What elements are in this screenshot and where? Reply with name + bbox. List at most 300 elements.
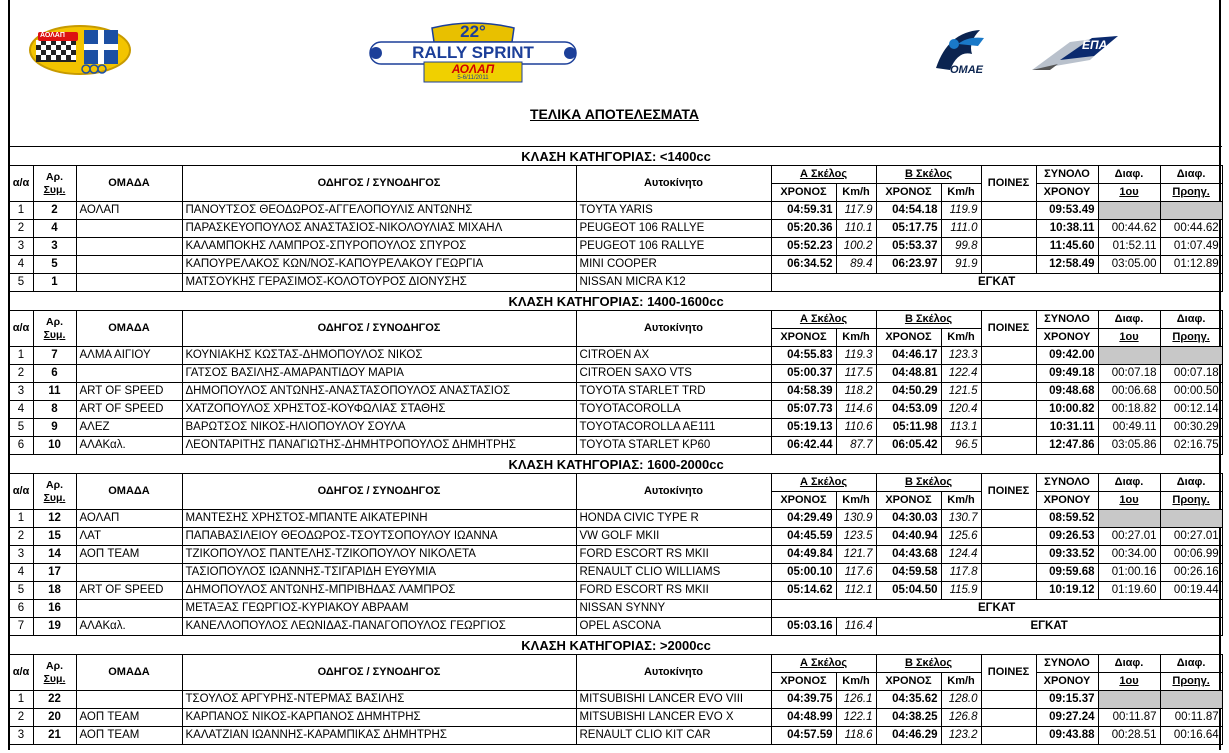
leg-a-time: 06:34.52 <box>771 256 836 274</box>
car-number: 9 <box>33 419 76 437</box>
aolap-logo <box>28 22 132 76</box>
leg-b-time: 06:23.97 <box>876 256 941 274</box>
diff-first: 03:05.86 <box>1098 437 1160 455</box>
col-number <box>33 311 76 347</box>
class-label: ΚΛΑΣΗ ΚΑΤΗΓΟΡΙΑΣ: <box>508 293 648 309</box>
car-number: 15 <box>33 528 76 546</box>
table-row <box>9 709 1222 727</box>
col-driver: ΟΔΗΓΟΣ / ΣΥΝΟΔΗΓΟΣ <box>182 311 576 347</box>
class-heading <box>9 455 1222 474</box>
leg-b-speed: 111.0 <box>941 220 981 238</box>
leg-b-time: 05:04.50 <box>876 582 941 600</box>
table-row <box>9 618 1222 636</box>
diff-previous <box>1160 347 1222 365</box>
rally-date: 5-6/11/2011 <box>457 75 489 81</box>
diff-first <box>1098 510 1160 528</box>
leg-b-speed: 122.4 <box>941 365 981 383</box>
col-total-line2: ΧΡΟΝΟΥ <box>1036 673 1098 691</box>
leg-a-time: 04:39.75 <box>771 691 836 709</box>
col-number <box>33 655 76 691</box>
diff-previous: 00:27.01 <box>1160 528 1222 546</box>
col-car: Αυτοκίνητο <box>576 311 771 347</box>
diff-first <box>1098 691 1160 709</box>
position: 3 <box>9 383 33 401</box>
col-penalties: ΠΟΙΝΕΣ <box>981 655 1036 691</box>
diff-first: 00:18.82 <box>1098 401 1160 419</box>
total-time: 09:42.00 <box>1036 347 1098 365</box>
team: ΑΛΑΚαλ. <box>76 437 182 455</box>
leg-a-time: 04:29.49 <box>771 510 836 528</box>
table-row <box>9 727 1222 745</box>
position: 5 <box>9 582 33 600</box>
table-row <box>9 582 1222 600</box>
penalties <box>981 546 1036 564</box>
team: ΑΟΠ TEAM <box>76 709 182 727</box>
driver-codriver: ΧΑΤΖΟΠΟΥΛΟΣ ΧΡΗΣΤΟΣ-ΚΟΥΦΩΛΙΑΣ ΣΤΑΘΗΣ <box>182 401 576 419</box>
car-model: HONDA CIVIC TYPE R <box>576 510 771 528</box>
total-time: 09:49.18 <box>1036 365 1098 383</box>
table-row <box>9 419 1222 437</box>
leg-a-time: 05:19.13 <box>771 419 836 437</box>
driver-codriver: ΠΑΝΟΥΤΣΟΣ ΘΕΟΔΩΡΟΣ-ΑΓΓΕΛΟΠΟΥΛΙΣ ΑΝΤΩΝΗΣ <box>182 202 576 220</box>
leg-a-time: 05:00.37 <box>771 365 836 383</box>
car-model: TOYOTA STARLET KP60 <box>576 437 771 455</box>
car-model: PEUGEOT 106 RALLYE <box>576 238 771 256</box>
leg-a-speed: 89.4 <box>836 256 876 274</box>
leg-b-speed: 120.4 <box>941 401 981 419</box>
epa-logo <box>1030 30 1122 76</box>
col-leg-b: Β Σκέλος <box>876 311 981 329</box>
retired-status: ΕΓΚΑΤ <box>771 600 1222 618</box>
car-number: 7 <box>33 347 76 365</box>
diff-previous: 00:11.87 <box>1160 709 1222 727</box>
col-aa: α/α <box>9 655 33 691</box>
table-row <box>9 510 1222 528</box>
omae-logo <box>928 24 1000 80</box>
driver-codriver: ΜΕΤΑΞΑΣ ΓΕΩΡΓΙΟΣ-ΚΥΡΙΑΚΟΥ ΑΒΡΑΑΜ <box>182 600 576 618</box>
diff-previous: 00:19.44 <box>1160 582 1222 600</box>
leg-a-time: 04:58.39 <box>771 383 836 401</box>
position: 1 <box>9 202 33 220</box>
team: ΑΛΑΚαλ. <box>76 618 182 636</box>
class-heading <box>9 636 1222 655</box>
car-number: 8 <box>33 401 76 419</box>
leg-a-time: 05:52.23 <box>771 238 836 256</box>
col-kmh-b: Km/h <box>941 329 981 347</box>
driver-codriver: ΒΑΡΩΤΣΟΣ ΝΙΚΟΣ-ΗΛΙΟΠΟΥΛΟΥ ΣΟΥΛΑ <box>182 419 576 437</box>
diff-first: 01:19.60 <box>1098 582 1160 600</box>
table-row <box>9 202 1222 220</box>
col-time-b: ΧΡΟΝΟΣ <box>876 492 941 510</box>
total-time: 12:47.86 <box>1036 437 1098 455</box>
table-row <box>9 220 1222 238</box>
class-heading <box>9 147 1222 166</box>
diff-first: 00:27.01 <box>1098 528 1160 546</box>
leg-b-time: 04:59.58 <box>876 564 941 582</box>
car-model: PEUGEOT 106 RALLYE <box>576 220 771 238</box>
total-time: 09:27.24 <box>1036 709 1098 727</box>
car-number: 6 <box>33 365 76 383</box>
driver-codriver: ΓΑΤΣΟΣ ΒΑΣΙΛΗΣ-ΑΜΑΡΑΝΤΙΔΟΥ ΜΑΡΙΑ <box>182 365 576 383</box>
col-total-line1: ΣΥΝΟΛΟ <box>1036 311 1098 329</box>
col-time-a: ΧΡΟΝΟΣ <box>771 673 836 691</box>
col-car: Αυτοκίνητο <box>576 474 771 510</box>
car-number: 18 <box>33 582 76 600</box>
car-number: 2 <box>33 202 76 220</box>
team: ΑΟΠ TEAM <box>76 546 182 564</box>
table-row <box>9 401 1222 419</box>
col-number-line2: Συμ. <box>43 328 66 341</box>
diff-first <box>1098 347 1160 365</box>
col-number-line2: Συμ. <box>43 183 66 196</box>
leg-a-time: 05:20.36 <box>771 220 836 238</box>
leg-a-speed: 116.4 <box>836 618 876 636</box>
driver-codriver: ΛΕΟΝΤΑΡΙΤΗΣ ΠΑΝΑΓΙΩΤΗΣ-ΔΗΜΗΤΡΟΠΟΥΛΟΣ ΔΗΜΗΤΡΗΣ <box>182 437 576 455</box>
team: ΑΟΛΑΠ <box>76 510 182 528</box>
leg-b-time: 04:38.25 <box>876 709 941 727</box>
leg-a-speed: 114.6 <box>836 401 876 419</box>
leg-b-time: 04:43.68 <box>876 546 941 564</box>
table-row <box>9 546 1222 564</box>
position: 6 <box>9 437 33 455</box>
position: 3 <box>9 727 33 745</box>
col-number-line2: Συμ. <box>43 491 66 504</box>
leg-a-time: 04:55.83 <box>771 347 836 365</box>
leg-b-time: 04:46.17 <box>876 347 941 365</box>
col-team: ΟΜΑΔΑ <box>76 474 182 510</box>
leg-b-time: 05:53.37 <box>876 238 941 256</box>
driver-codriver: ΠΑΡΑΣΚΕΥΟΠΟΥΛΟΣ ΑΝΑΣΤΑΣΙΟΣ-ΝΙΚΟΛΟΥΛΙΑΣ ΜΙΧΑΗΛ <box>182 220 576 238</box>
diff-previous: 00:16.64 <box>1160 727 1222 745</box>
car-number: 16 <box>33 600 76 618</box>
car-model: OPEL ASCONA <box>576 618 771 636</box>
leg-b-time: 04:54.18 <box>876 202 941 220</box>
team <box>76 256 182 274</box>
col-diff-prev-line1: Διαφ. <box>1160 474 1222 492</box>
leg-b-time: 04:35.62 <box>876 691 941 709</box>
team: ΑΟΛΑΠ <box>76 202 182 220</box>
leg-a-time: 05:07.73 <box>771 401 836 419</box>
position: 2 <box>9 220 33 238</box>
total-time: 08:59.52 <box>1036 510 1098 528</box>
penalties <box>981 220 1036 238</box>
team <box>76 238 182 256</box>
team <box>76 564 182 582</box>
car-number: 22 <box>33 691 76 709</box>
table-row <box>9 238 1222 256</box>
col-time-a: ΧΡΟΝΟΣ <box>771 492 836 510</box>
leg-a-time: 06:42.44 <box>771 437 836 455</box>
position: 2 <box>9 709 33 727</box>
position: 7 <box>9 618 33 636</box>
team: ΑΟΠ TEAM <box>76 727 182 745</box>
rally-sprint-logo <box>362 20 584 84</box>
car-model: TOYTA YARIS <box>576 202 771 220</box>
leg-b-time: 04:50.29 <box>876 383 941 401</box>
diff-first <box>1098 202 1160 220</box>
leg-a-speed: 121.7 <box>836 546 876 564</box>
car-model: MITSUBISHI LANCER EVO X <box>576 709 771 727</box>
col-number-line1: Αρ. <box>46 170 63 183</box>
car-model: TOYOTACOROLLA AE111 <box>576 419 771 437</box>
table-row <box>9 600 1222 618</box>
leg-b-time: 04:30.03 <box>876 510 941 528</box>
class-name: 1600-2000cc <box>647 456 724 472</box>
class-label: ΚΛΑΣΗ ΚΑΤΗΓΟΡΙΑΣ: <box>508 456 648 472</box>
leg-b-speed: 113.1 <box>941 419 981 437</box>
diff-first: 00:06.68 <box>1098 383 1160 401</box>
header-row <box>9 474 1222 492</box>
rally-sprint-text: RALLY SPRINT <box>412 43 534 62</box>
class-heading-row <box>9 455 1222 474</box>
table-row <box>9 564 1222 582</box>
leg-b-time: 05:17.75 <box>876 220 941 238</box>
col-time-b: ΧΡΟΝΟΣ <box>876 673 941 691</box>
team <box>76 220 182 238</box>
class-name: <1400cc <box>659 148 711 164</box>
col-time-a: ΧΡΟΝΟΣ <box>771 184 836 202</box>
col-team: ΟΜΑΔΑ <box>76 655 182 691</box>
aolap-logo-text: ΑΟΛΑΠ <box>40 32 65 39</box>
driver-codriver: ΚΑΝΕΛΛΟΠΟΥΛΟΣ ΛΕΩΝΙΔΑΣ-ΠΑΝΑΓΟΠΟΥΛΟΣ ΓΕΩΡΓΙΟΣ <box>182 618 576 636</box>
col-driver: ΟΔΗΓΟΣ / ΣΥΝΟΔΗΓΟΣ <box>182 655 576 691</box>
col-penalties: ΠΟΙΝΕΣ <box>981 166 1036 202</box>
header-row <box>9 166 1222 184</box>
leg-b-speed: 99.8 <box>941 238 981 256</box>
class-heading-row <box>9 636 1222 655</box>
driver-codriver: ΤΑΣΙΟΠΟΥΛΟΣ ΙΩΑΝΝΗΣ-ΤΣΙΓΑΡΙΔΗ ΕΥΘΥΜΙΑ <box>182 564 576 582</box>
diff-previous: 00:30.29 <box>1160 419 1222 437</box>
col-total-line2: ΧΡΟΝΟΥ <box>1036 184 1098 202</box>
col-car: Αυτοκίνητο <box>576 166 771 202</box>
col-total-line1: ΣΥΝΟΛΟ <box>1036 655 1098 673</box>
col-penalties: ΠΟΙΝΕΣ <box>981 311 1036 347</box>
col-aa: α/α <box>9 166 33 202</box>
col-time-b: ΧΡΟΝΟΣ <box>876 329 941 347</box>
leg-b-time: 05:11.98 <box>876 419 941 437</box>
col-diff-first-line1: Διαφ. <box>1098 474 1160 492</box>
leg-b-speed: 123.2 <box>941 727 981 745</box>
col-total-line1: ΣΥΝΟΛΟ <box>1036 166 1098 184</box>
position: 4 <box>9 256 33 274</box>
driver-codriver: ΚΟΥΝΙΑΚΗΣ ΚΩΣΤΑΣ-ΔΗΜΟΠΟΥΛΟΣ ΝΙΚΟΣ <box>182 347 576 365</box>
class-name: >2000cc <box>659 637 711 653</box>
penalties <box>981 437 1036 455</box>
leg-b-speed: 128.0 <box>941 691 981 709</box>
car-number: 20 <box>33 709 76 727</box>
class-label: ΚΛΑΣΗ ΚΑΤΗΓΟΡΙΑΣ: <box>521 637 660 653</box>
car-number: 3 <box>33 238 76 256</box>
class-name: 1400-1600cc <box>647 293 724 309</box>
car-model: CITROEN SAXO VTS <box>576 365 771 383</box>
car-number: 5 <box>33 256 76 274</box>
class-label: ΚΛΑΣΗ ΚΑΤΗΓΟΡΙΑΣ: <box>521 148 660 164</box>
col-total-line2: ΧΡΟΝΟΥ <box>1036 492 1098 510</box>
col-diff-prev-line1: Διαφ. <box>1160 166 1222 184</box>
position: 1 <box>9 691 33 709</box>
col-leg-b: Β Σκέλος <box>876 166 981 184</box>
penalties <box>981 347 1036 365</box>
car-model: VW GOLF MKII <box>576 528 771 546</box>
leg-b-speed: 126.8 <box>941 709 981 727</box>
col-number-line1: Αρ. <box>46 315 63 328</box>
team: ART OF SPEED <box>76 401 182 419</box>
col-time-a: ΧΡΟΝΟΣ <box>771 329 836 347</box>
driver-codriver: ΤΣΟΥΛΟΣ ΑΡΓΥΡΗΣ-ΝΤΕΡΜΑΣ ΒΑΣΙΛΗΣ <box>182 691 576 709</box>
diff-previous: 01:07.49 <box>1160 238 1222 256</box>
rally-number: 22° <box>460 22 486 41</box>
leg-a-speed: 100.2 <box>836 238 876 256</box>
table-row <box>9 365 1222 383</box>
diff-previous: 00:07.18 <box>1160 365 1222 383</box>
diff-previous: 02:16.75 <box>1160 437 1222 455</box>
penalties <box>981 582 1036 600</box>
diff-previous: 00:12.14 <box>1160 401 1222 419</box>
car-model: MINI COOPER <box>576 256 771 274</box>
leg-a-speed: 110.1 <box>836 220 876 238</box>
driver-codriver: ΚΑΛΑΤΖΙΑΝ ΙΩΑΝΝΗΣ-ΚΑΡΑΜΠΙΚΑΣ ΔΗΜΗΤΡΗΣ <box>182 727 576 745</box>
leg-b-speed: 125.6 <box>941 528 981 546</box>
leg-a-time: 04:49.84 <box>771 546 836 564</box>
class-heading-row <box>9 147 1222 166</box>
driver-codriver: ΠΑΠΑΒΑΣΙΛΕΙΟΥ ΘΕΟΔΩΡΟΣ-ΤΣΟΥΤΣΟΠΟΥΛΟΥ ΙΩΑΝΝΑ <box>182 528 576 546</box>
table-row <box>9 383 1222 401</box>
car-model: MITSUBISHI LANCER EVO VIII <box>576 691 771 709</box>
col-diff-prev-line1: Διαφ. <box>1160 311 1222 329</box>
total-time: 10:31.11 <box>1036 419 1098 437</box>
page-title: ΤΕΛΙΚΑ ΑΠΟΤΕΛΕΣΜΑΤΑ <box>529 106 700 122</box>
col-number <box>33 474 76 510</box>
results-table <box>8 146 1223 745</box>
car-number: 4 <box>33 220 76 238</box>
leg-b-speed: 117.8 <box>941 564 981 582</box>
col-number-line2: Συμ. <box>43 672 66 685</box>
leg-a-time: 04:57.59 <box>771 727 836 745</box>
team <box>76 274 182 292</box>
leg-a-time: 05:03.16 <box>771 618 836 636</box>
table-row <box>9 256 1222 274</box>
diff-previous: 01:12.89 <box>1160 256 1222 274</box>
col-team: ΟΜΑΔΑ <box>76 166 182 202</box>
header-row <box>9 655 1222 673</box>
position: 1 <box>9 347 33 365</box>
diff-previous: 00:00.50 <box>1160 383 1222 401</box>
diff-first: 00:34.00 <box>1098 546 1160 564</box>
col-diff-prev-line2: Προηγ. <box>1160 492 1222 510</box>
leg-a-speed: 118.2 <box>836 383 876 401</box>
leg-b-speed: 121.5 <box>941 383 981 401</box>
car-model: NISSAN SYNNY <box>576 600 771 618</box>
car-model: FORD ESCORT RS MKII <box>576 546 771 564</box>
col-total-line2: ΧΡΟΝΟΥ <box>1036 329 1098 347</box>
driver-codriver: ΔΗΜΟΠΟΥΛΟΣ ΑΝΤΩΝΗΣ-ΜΠΡΙΒΗΔΑΣ ΛΑΜΠΡΟΣ <box>182 582 576 600</box>
col-diff-first-line1: Διαφ. <box>1098 311 1160 329</box>
table-row <box>9 691 1222 709</box>
penalties <box>981 709 1036 727</box>
leg-b-time: 04:48.81 <box>876 365 941 383</box>
omae-logo-text: ΟΜΑΕ <box>950 64 983 76</box>
leg-a-speed: 87.7 <box>836 437 876 455</box>
car-model: CITROEN AX <box>576 347 771 365</box>
col-team: ΟΜΑΔΑ <box>76 311 182 347</box>
col-diff-first-line2: 1ου <box>1098 184 1160 202</box>
leg-b-time: 04:46.29 <box>876 727 941 745</box>
team: ΑΛΕΖ <box>76 419 182 437</box>
position: 6 <box>9 600 33 618</box>
table-row <box>9 347 1222 365</box>
col-number-line1: Αρ. <box>46 478 63 491</box>
diff-first: 01:00.16 <box>1098 564 1160 582</box>
penalties <box>981 401 1036 419</box>
car-number: 14 <box>33 546 76 564</box>
car-model: TOYOTA STARLET TRD <box>576 383 771 401</box>
car-model: RENAULT CLIO WILLIAMS <box>576 564 771 582</box>
leg-a-speed: 122.1 <box>836 709 876 727</box>
col-leg-a: Α Σκέλος <box>771 311 876 329</box>
table-row <box>9 437 1222 455</box>
diff-first: 03:05.00 <box>1098 256 1160 274</box>
diff-previous: 00:06.99 <box>1160 546 1222 564</box>
total-time: 09:48.68 <box>1036 383 1098 401</box>
leg-a-speed: 110.6 <box>836 419 876 437</box>
diff-first: 00:07.18 <box>1098 365 1160 383</box>
col-kmh-a: Km/h <box>836 673 876 691</box>
total-time: 10:00.82 <box>1036 401 1098 419</box>
driver-codriver: ΜΑΝΤΕΣΗΣ ΧΡΗΣΤΟΣ-ΜΠΑΝΤΕ ΑΙΚΑΤΕΡΙΝΗ <box>182 510 576 528</box>
leg-a-speed: 117.9 <box>836 202 876 220</box>
leg-b-time: 06:05.42 <box>876 437 941 455</box>
penalties <box>981 383 1036 401</box>
leg-a-speed: 126.1 <box>836 691 876 709</box>
class-heading <box>9 292 1222 311</box>
diff-previous <box>1160 202 1222 220</box>
position: 5 <box>9 274 33 292</box>
car-model: TOYOTACOROLLA <box>576 401 771 419</box>
leg-b-speed: 123.3 <box>941 347 981 365</box>
penalties <box>981 691 1036 709</box>
driver-codriver: ΤΖΙΚΟΠΟΥΛΟΣ ΠΑΝΤΕΛΗΣ-ΤΖΙΚΟΠΟΥΛΟΥ ΝΙΚΟΛΕΤΑ <box>182 546 576 564</box>
col-kmh-b: Km/h <box>941 184 981 202</box>
leg-a-speed: 117.5 <box>836 365 876 383</box>
col-leg-a: Α Σκέλος <box>771 474 876 492</box>
epa-logo-text: ΕΠΑ <box>1082 38 1108 52</box>
col-driver: ΟΔΗΓΟΣ / ΣΥΝΟΔΗΓΟΣ <box>182 166 576 202</box>
leg-b-speed: 130.7 <box>941 510 981 528</box>
driver-codriver: ΚΑΛΑΜΠΟΚΗΣ ΛΑΜΠΡΟΣ-ΣΠΥΡΟΠΟΥΛΟΣ ΣΠΥΡΟΣ <box>182 238 576 256</box>
position: 4 <box>9 564 33 582</box>
driver-codriver: ΜΑΤΣΟΥΚΗΣ ΓΕΡΑΣΙΜΟΣ-ΚΟΛΟΤΟΥΡΟΣ ΔΙΟΝΥΣΗΣ <box>182 274 576 292</box>
penalties <box>981 365 1036 383</box>
col-kmh-b: Km/h <box>941 492 981 510</box>
col-diff-first-line1: Διαφ. <box>1098 655 1160 673</box>
driver-codriver: ΔΗΜΟΠΟΥΛΟΣ ΑΝΤΩΝΗΣ-ΑΝΑΣΤΑΣΟΠΟΥΛΟΣ ΑΝΑΣΤΑΣΙΟΣ <box>182 383 576 401</box>
rally-org-text: ΑΟΛΑΠ <box>451 62 495 76</box>
header-row <box>9 311 1222 329</box>
col-number-line1: Αρ. <box>46 659 63 672</box>
diff-first: 00:11.87 <box>1098 709 1160 727</box>
total-time: 09:33.52 <box>1036 546 1098 564</box>
total-time: 12:58.49 <box>1036 256 1098 274</box>
position: 3 <box>9 238 33 256</box>
total-time: 09:26.53 <box>1036 528 1098 546</box>
col-diff-first-line2: 1ου <box>1098 673 1160 691</box>
team: ART OF SPEED <box>76 582 182 600</box>
class-heading-row <box>9 292 1222 311</box>
col-diff-first-line2: 1ου <box>1098 329 1160 347</box>
diff-first: 01:52.11 <box>1098 238 1160 256</box>
col-diff-prev-line1: Διαφ. <box>1160 655 1222 673</box>
diff-previous: 00:44.62 <box>1160 220 1222 238</box>
